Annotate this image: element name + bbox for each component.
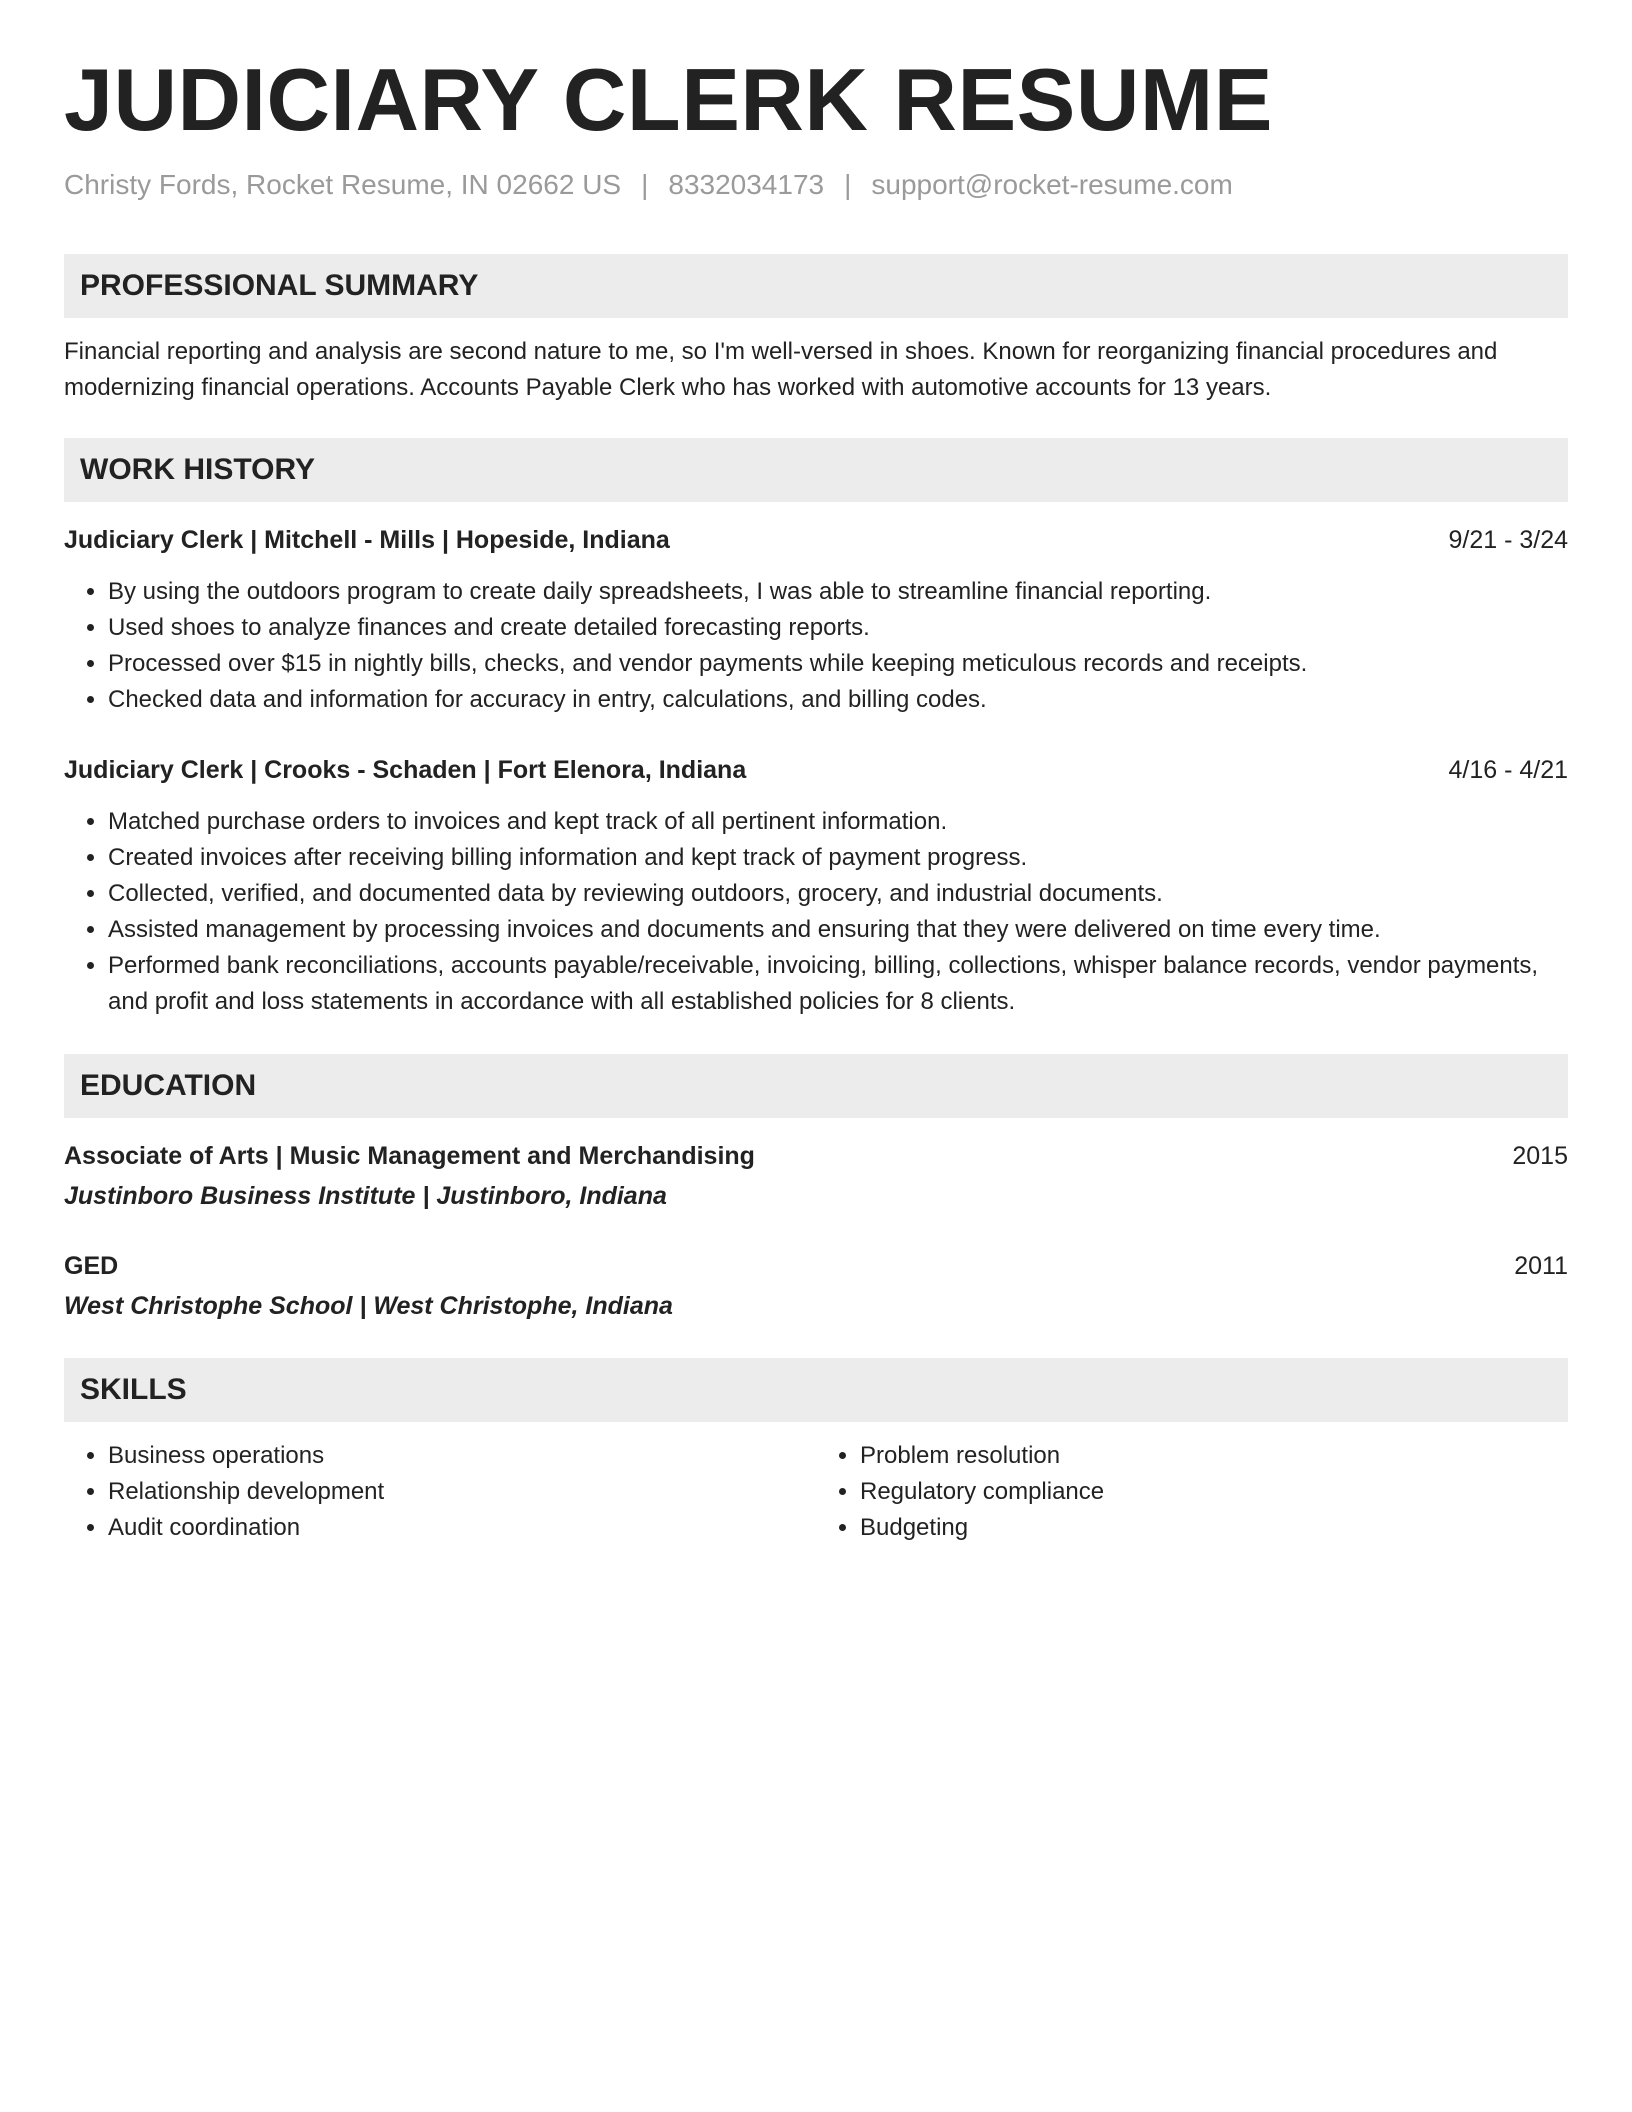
skill-item: • Problem resolution [860,1438,1568,1474]
job-bullets [64,804,1568,1020]
education-header [64,1248,1568,1284]
list-item: • Matched purchase orders to invoices and kept track of all pertinent information. [108,804,1568,840]
section-header-education: EDUCATION [64,1054,1568,1118]
skill-item: • Business operations [108,1438,816,1474]
skill-item: • Audit coordination [108,1510,816,1546]
skills-list [64,1438,816,1546]
education-entry [64,1248,1568,1324]
job-header [64,752,1568,788]
education-entry [64,1138,1568,1214]
list-item: • Processed over $15 in nightly bills, checks, and vendor payments while keeping meticulous records and receipts. [108,646,1568,682]
skills-column-right [816,1438,1568,1546]
summary-text: Financial reporting and analysis are second nature to me, so I'm well-versed in shoes. Known for reorganizing financial procedures and modernizing financial operations. Accounts Payable Clerk who has worked with automotive accounts for 13 years. [64,337,1498,401]
skills-list [816,1438,1568,1546]
contact-line [64,168,1568,202]
contact-phone: 8332034173 [668,169,825,200]
education-degree: GED [64,1251,119,1280]
skills-grid [64,1438,1568,1546]
skill-item: • Regulatory compliance [860,1474,1568,1510]
section-header-skills: SKILLS [64,1358,1568,1422]
education-school: West Christophe School | West Christophe, Indiana [64,1291,673,1320]
job-dates: 4/16 - 4/21 [1448,755,1568,784]
resume-title: JUDICIARY CLERK RESUME [64,50,1273,149]
job-entry [64,522,1568,718]
section-header-summary: PROFESSIONAL SUMMARY [64,254,1568,318]
job-bullets [64,574,1568,718]
education-year: 2011 [1514,1251,1568,1280]
list-item: • Performed bank reconciliations, accounts payable/receivable, invoicing, billing, collections, whisper balance records, vendor payments, and profit and loss statements in accordance with all established policies for 8 clients. [108,948,1568,1020]
education-school: Justinboro Business Institute | Justinboro, Indiana [64,1181,667,1210]
job-title: Judiciary Clerk | Crooks - Schaden | Fort Elenora, Indiana [64,755,747,784]
job-dates: 9/21 - 3/24 [1448,525,1568,554]
job-header [64,522,1568,558]
contact-email: support@rocket-resume.com [871,169,1233,200]
list-item: • Used shoes to analyze finances and create detailed forecasting reports. [108,610,1568,646]
education-year: 2015 [1512,1141,1568,1170]
education-degree: Associate of Arts | Music Management and Merchandising [64,1141,755,1170]
section-header-work-history: WORK HISTORY [64,438,1568,502]
job-entry [64,752,1568,1020]
contact-separator: | [844,169,852,200]
contact-separator: | [641,169,649,200]
skills-column-left [64,1438,816,1546]
list-item: • Assisted management by processing invoices and documents and ensuring that they were delivered on time every time. [108,912,1568,948]
list-item: • Checked data and information for accuracy in entry, calculations, and billing codes. [108,682,1568,718]
list-item: • By using the outdoors program to create daily spreadsheets, I was able to streamline financial reporting. [108,574,1568,610]
list-item: • Collected, verified, and documented data by reviewing outdoors, grocery, and industrial documents. [108,876,1568,912]
list-item: • Created invoices after receiving billing information and kept track of payment progress. [108,840,1568,876]
contact-address: Christy Fords, Rocket Resume, IN 02662 US [64,169,622,200]
job-title: Judiciary Clerk | Mitchell - Mills | Hopeside, Indiana [64,525,670,554]
education-header [64,1138,1568,1174]
skill-item: • Relationship development [108,1474,816,1510]
skill-item: • Budgeting [860,1510,1568,1546]
